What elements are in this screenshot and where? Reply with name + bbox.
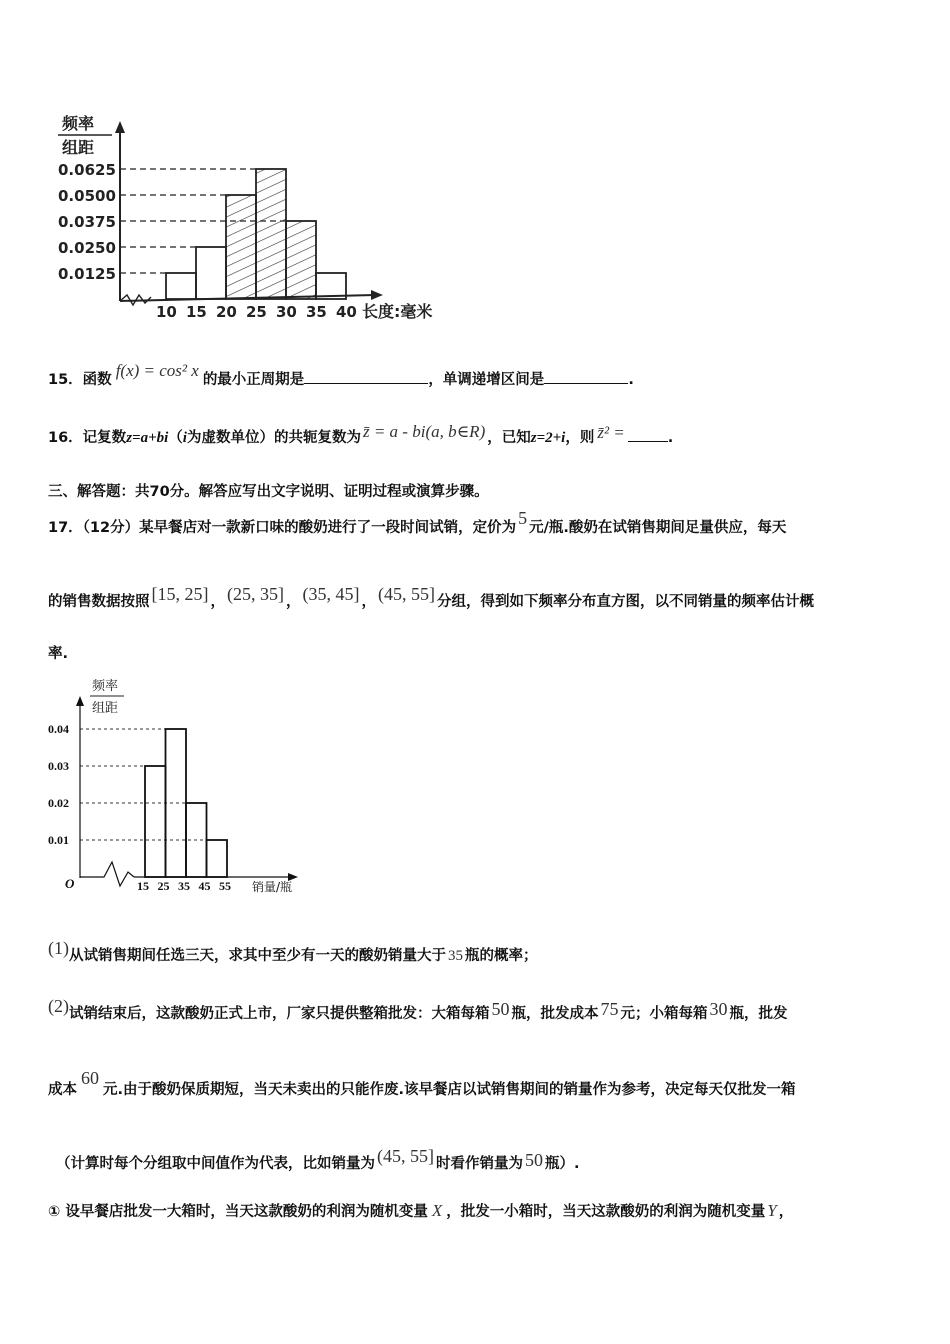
q17-line-1	[48, 508, 787, 537]
q15-number: 15．函数	[48, 372, 112, 388]
sub2-text-8: 时看作销量为	[436, 1156, 523, 1172]
histogram-bar-45-55	[207, 840, 228, 877]
q17-intro-cont: 元/瓶.酸奶在试销售期间足量供应，每天	[529, 520, 787, 536]
x-axis-label: 长度:毫米	[362, 302, 433, 321]
sub-question-2-1	[48, 1200, 793, 1221]
sub2-small-box-cost: 60	[81, 1068, 99, 1088]
sub-question-2-line-3	[56, 1146, 580, 1173]
q15-end: .	[628, 372, 634, 388]
x-tick-label: 20	[216, 303, 237, 321]
q16-text-4: ，已知	[487, 430, 531, 446]
q16-conjugate-formula: z̄ = a - bi(a, b∈R)	[362, 422, 486, 441]
q15-answer-blank-1[interactable]	[304, 369, 428, 384]
q16-z-def: z=a+bi	[126, 430, 169, 446]
sub2-example-interval: (45, 55]	[377, 1146, 434, 1166]
sub2-1-text-2: ，批发一小箱时，当天这款酸奶的利润为随机变量	[446, 1204, 766, 1220]
y-tick-label: 0.02	[48, 796, 69, 810]
sub2-text-5: 成本	[48, 1082, 77, 1098]
sub2-1-var-y: Y	[767, 1201, 777, 1220]
sub2-text-6: 元.由于酸奶保质期短，当天未卖出的只能作废.该早餐店以试销售期间的销量作为参考，决定每天仅批发一箱	[103, 1082, 796, 1098]
q15-formula: f(x) = cos² x	[115, 361, 199, 380]
x-tick-label: 30	[276, 303, 297, 321]
y-axis-label-bottom: 组距	[92, 701, 119, 716]
q16-answer-blank[interactable]	[628, 427, 668, 442]
x-axis-label: 销量/瓶	[252, 880, 293, 894]
q17-interval-2: (25, 35]	[227, 584, 284, 604]
sub2-small-box-count: 30	[709, 999, 728, 1019]
sub2-text-2: 瓶，批发成本	[511, 1006, 599, 1022]
y-axis-arrow	[115, 121, 125, 133]
q16-text-1: 16．记复数	[48, 430, 127, 446]
question-16	[48, 422, 674, 447]
q17-interval-4: (45, 55]	[378, 584, 435, 604]
histogram-bar-10-15	[166, 273, 196, 299]
sub2-big-box-count: 50	[491, 999, 510, 1019]
sub2-text-7: （计算时每个分组取中间值作为代表，比如销量为	[56, 1156, 375, 1172]
x-tick-label: 15	[137, 879, 149, 893]
histogram-bar-25-30	[256, 169, 286, 299]
x-tick-label: 25	[246, 303, 267, 321]
y-axis-label-top: 频率	[92, 679, 119, 694]
sub2-text-9: 瓶）.	[545, 1156, 580, 1172]
y-axis-label-top: 频率	[62, 114, 95, 133]
question-15	[48, 361, 634, 389]
sub2-1-var-x: X	[431, 1201, 443, 1220]
y-tick-label: 0.0250	[58, 239, 116, 257]
histogram-bar-20-25	[226, 195, 256, 299]
y-tick-label: 0.03	[48, 759, 69, 773]
q17-comma-2: ，	[286, 594, 301, 610]
q17-grouping-text: 的销售数据按照	[48, 594, 150, 610]
q17-comma-1: ，	[210, 594, 225, 610]
q16-end: .	[667, 430, 674, 446]
q15-text-interval: ，单调递增区间是	[428, 372, 545, 388]
x-tick-label: 10	[156, 303, 177, 321]
origin-label: O	[65, 876, 75, 891]
x-tick-label: 15	[186, 303, 207, 321]
x-tick-label: 45	[198, 879, 211, 893]
q16-text-5: ，则	[565, 430, 595, 446]
sub2-1-text-3: ，	[778, 1204, 794, 1220]
sub2-big-box-cost: 75	[600, 999, 619, 1019]
q16-text-3: 为虚数单位）的共轭复数为	[186, 430, 361, 446]
sub1-text-end: 瓶的概率；	[465, 948, 538, 964]
q16-z-value: z=2+i	[530, 430, 566, 446]
x-tick-label: 55	[219, 879, 231, 893]
y-axis-label-bottom: 组距	[62, 138, 95, 157]
histogram-bar-30-35	[286, 221, 316, 299]
y-tick-label: 0.0375	[58, 213, 116, 231]
x-axis-arrow	[371, 290, 383, 300]
y-tick-label: 0.0125	[58, 265, 116, 283]
q16-ask-formula: z̄² =	[597, 423, 625, 442]
sub2-text-4: 瓶，批发	[729, 1006, 788, 1022]
q17-price: 5	[518, 508, 528, 528]
q15-answer-blank-2[interactable]	[544, 369, 628, 384]
y-tick-label: 0.01	[48, 833, 69, 847]
length-histogram	[40, 105, 470, 335]
y-tick-label: 0.0625	[58, 161, 116, 179]
q17-interval-3: (35, 45]	[302, 584, 360, 604]
q17-intro: 17．（12分）某早餐店对一款新口味的酸奶进行了一段时间试销，定价为	[48, 520, 517, 536]
sub2-example-value: 50	[525, 1150, 543, 1170]
x-tick-label: 40	[336, 303, 357, 321]
q16-i-var: i	[182, 430, 187, 446]
x-tick-label: 35	[306, 303, 327, 321]
sub-question-2-line-2	[48, 1068, 796, 1099]
q17-comma-3: ，	[361, 594, 376, 610]
sub2-number: (2)	[48, 996, 69, 1016]
x-tick-label: 25	[157, 879, 170, 893]
sales-histogram	[40, 672, 320, 898]
sub2-1-text-1: ① 设早餐店批发一大箱时，当天这款酸奶的利润为随机变量	[48, 1204, 428, 1220]
histogram-bar-15-20	[196, 247, 226, 299]
y-tick-label: 0.0500	[58, 187, 116, 205]
q17-grouping-cont: 分组，得到如下频率分布直方图，以不同销量的频率估计概	[437, 594, 814, 610]
sub1-number: (1)	[48, 938, 69, 958]
q16-text-2: （	[168, 430, 183, 446]
y-axis-arrow	[76, 696, 84, 706]
q17-interval-1: [15, 25]	[151, 584, 209, 604]
y-tick-label: 0.04	[48, 722, 69, 736]
sub2-text-3: 元；小箱每箱	[620, 1006, 708, 1022]
sub1-text: 从试销售期间任选三天，求其中至少有一天的酸奶销量大于	[69, 948, 446, 964]
sub-question-1	[48, 938, 538, 965]
section-3-heading: 三、解答题：共70分。解答应写出文字说明、证明过程或演算步骤。	[48, 484, 489, 500]
sub-question-2-line-1	[48, 996, 788, 1023]
histogram-bar-15-25	[145, 766, 166, 877]
q17-line-2	[48, 584, 814, 611]
q15-text-period: 的最小正周期是	[202, 372, 305, 388]
q17-line-3: 率.	[48, 646, 69, 662]
sub1-threshold: 35	[448, 948, 463, 964]
x-tick-label: 35	[178, 879, 190, 893]
axis-break	[80, 862, 134, 886]
sub2-text-1: 试销结束后，这款酸奶正式上市，厂家只提供整箱批发：大箱每箱	[69, 1006, 490, 1022]
